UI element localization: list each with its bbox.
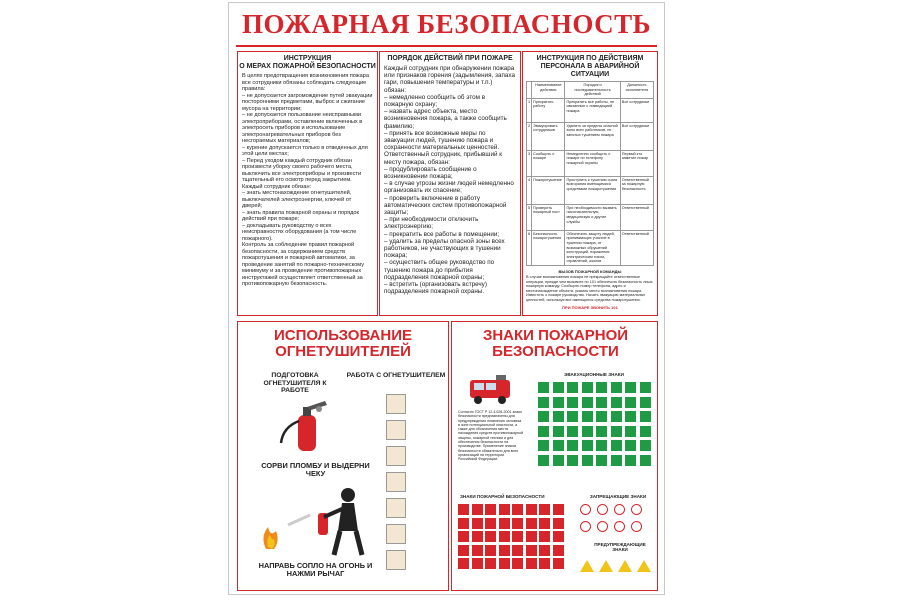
extinguisher-icon	[273, 397, 343, 457]
table-row	[527, 230, 654, 265]
step-pull-pin-label: СОРВИ ПЛОМБУ И ВЫДЕРНИ ЧЕКУ	[261, 461, 370, 478]
fire-equipment-sign-icon	[539, 545, 550, 556]
table-row	[527, 176, 654, 204]
step-tile-icon	[386, 420, 406, 440]
step-prepare-label: ПОДГОТОВКА ОГНЕТУШИТЕЛЯ К РАБОТЕ	[263, 372, 327, 394]
fire-actions-text: Каждый сотрудник при обнаружении пожара или признаков горения (задымления, запаха гари, повышения температуры и т.п.) обязан: – немедленно сообщить об этом в пожарную охрану; – назвать адрес объекта, место возникновения пожара, а также сообщить фамилию; – принять все возможные меры по эвакуации людей, тушению пожара и сохранности материальных ценностей. Ответственный сотрудник, прибывший к месту пожара, обязан: – продублировать сообщение о возникновении пожара; – в случае угрозы жизни людей немедленно организовать их спасение; – проверить включение в работу автоматических систем противопожарной защиты; – при необходимости отключить электроэнергию; – прекратить все работы в помещении; – удалить за пределы опасной зоны всех работников, не участвующих в тушении пожара; – осуществить общее руководство по тушению пожара до прибытия подразделения пожарной охраны; – встретить (организовать встречу) подразделения пожарной охраны.	[384, 65, 515, 296]
evacuation-sign-icon	[582, 397, 593, 408]
fire-equipment-sign-icon	[458, 558, 469, 569]
fire-measures-heading: ИНСТРУКЦИЯ О МЕРАХ ПОЖАРНОЙ БЕЗОПАСНОСТИ	[239, 55, 376, 70]
extinguisher-heading: ИСПОЛЬЗОВАНИЕ ОГНЕТУШИТЕЛЕЙ	[273, 327, 413, 360]
evacuation-sign-icon	[640, 397, 651, 408]
table-cell: Сообщить о пожаре	[532, 150, 565, 176]
fire-equipment-sign-icon	[512, 518, 523, 529]
fire-equipment-sign-icon	[485, 531, 496, 542]
evacuation-sign-icon	[553, 440, 564, 451]
evacuation-sign-icon	[596, 397, 607, 408]
table-cell: Все сотрудники	[620, 98, 653, 122]
prohibition-signs-label: ЗАПРЕЩАЮЩИЕ ЗНАКИ	[589, 494, 647, 499]
table-row	[527, 150, 654, 176]
fire-equipment-sign-icon	[499, 531, 510, 542]
evacuation-sign-icon	[538, 411, 549, 422]
evacuation-sign-icon	[596, 440, 607, 451]
evacuation-sign-icon	[625, 382, 636, 393]
fire-equipment-sign-icon	[526, 558, 537, 569]
warning-signs-label: ПРЕДУПРЕЖДАЮЩИЕ ЗНАКИ	[594, 542, 646, 552]
fire-equipment-sign-icon	[499, 518, 510, 529]
title-underline	[236, 45, 657, 47]
step-tile-icon	[386, 472, 406, 492]
evacuation-sign-icon	[567, 426, 578, 437]
table-row	[527, 122, 654, 150]
evacuation-sign-icon	[640, 455, 651, 466]
poster-title: ПОЖАРНАЯ БЕЗОПАСНОСТЬ	[241, 9, 652, 39]
prohibition-sign-icon	[580, 504, 591, 515]
fire-equipment-sign-icon	[472, 558, 483, 569]
fire-equipment-sign-icon	[472, 518, 483, 529]
evacuation-sign-icon	[611, 455, 622, 466]
warning-signs-grid	[580, 560, 656, 584]
prohibition-signs-grid	[580, 504, 656, 540]
fire-brigade-heading: ВЫЗОВ ПОЖАРНОЙ КОМАНДЫ	[558, 268, 622, 274]
warning-sign-icon	[580, 560, 594, 572]
evacuation-sign-icon	[567, 440, 578, 451]
table-cell: Пожаротушение	[532, 176, 565, 204]
prohibition-sign-icon	[580, 521, 591, 532]
evacuation-sign-icon	[611, 440, 622, 451]
step-tile-icon	[386, 524, 406, 544]
evacuation-sign-icon	[567, 397, 578, 408]
table-header-cell: Наименование действия	[532, 82, 565, 99]
prohibition-sign-icon	[597, 504, 608, 515]
table-cell: Прекратить все работы, не связанные с ликвидацией пожара	[565, 98, 620, 122]
extinguisher-panel	[237, 321, 449, 591]
signs-heading: ЗНАКИ ПОЖАРНОЙ БЕЗОПАСНОСТИ	[482, 327, 629, 360]
evacuation-sign-icon	[538, 440, 549, 451]
fire-equipment-sign-icon	[539, 558, 550, 569]
fire-brigade-text: В случае возникновения пожара не прекращайте ответственные операции, прежде чем вызовите по 101 обеспечить безопасность лишь пожарную команду. Сообщить номер телефона, адрес и местонахождение объекта, указать место возникновения пожара. Известить о пожаре руководство. Начать эвакуацию материальных ценностей, используя все имеющиеся средства пожаротушения.	[526, 274, 653, 302]
fire-equipment-sign-icon	[499, 545, 510, 556]
step-aim-label: НАПРАВЬ СОПЛО НА ОГОНЬ И НАЖМИ РЫЧАГ	[258, 561, 373, 578]
emergency-number: ПРИ ПОЖАРЕ ЗВОНИТЬ 101	[562, 304, 618, 310]
fire-equipment-sign-icon	[472, 545, 483, 556]
evacuation-sign-icon	[611, 411, 622, 422]
table-row	[527, 204, 654, 230]
fire-measures-text: В целях предотвращения возникновения пожара все сотрудники обязаны соблюдать следующие правила: – не допускается загромождение путей эвакуации посторонними предметами, выброс и сжигание мусора на территории; – не допускается пользование неисправными электроприборами, оставление включенных в электросеть приборов и использование электронагревательных приборов без несгораемых материалов; – курение допускается только в отведенных для этой цели местах; – Перед уходом каждый сотрудник обязан произвести уборку своего рабочего места, выключить все электроприборы и произвести тщательный его осмотр перед закрытием. Каждый сотрудник обязан: – знать местонахождение огнетушителей, выключателей электроэнергии, ключей от дверей; – знать правила пожарной охраны и порядок действий при пожаре; – докладывать руководству о всех неисправностях оборудования (а том числе пожарного). Контроль за соблюдение правил пожарной безопасности, за содержанием средств пожаротушения и пожарной автоматики, за проведение занятий по пожарно-техническому минимуму и за проведение противопожарных инструктажей осуществляет ответственный за противопожарную безопасность.	[242, 73, 373, 287]
evacuation-sign-icon	[611, 382, 622, 393]
evacuation-sign-icon	[553, 426, 564, 437]
evacuation-signs-grid	[538, 382, 653, 482]
fire-equipment-sign-icon	[499, 504, 510, 515]
fire-equipment-sign-icon	[526, 545, 537, 556]
fire-equipment-sign-icon	[512, 545, 523, 556]
evacuation-sign-icon	[553, 397, 564, 408]
warning-sign-icon	[599, 560, 613, 572]
fire-equipment-sign-icon	[539, 518, 550, 529]
evacuation-sign-icon	[538, 426, 549, 437]
fire-equipment-sign-icon	[472, 531, 483, 542]
fire-equipment-sign-icon	[526, 504, 537, 515]
evacuation-sign-icon	[553, 455, 564, 466]
signs-description: Согласно ГОСТ Р 12.4.026-2001 знаки безопасности предназначены для предупреждения появления человека в зоне потенциальной опасности, а также для обозначения места нахождения средств противопожарной защиты, пожарной техники и для обеспечения безопасности на производстве. Применение знаков безопасности обязательно для всех организаций на территории Российской Федерации.	[458, 410, 523, 462]
fire-equipment-sign-icon	[512, 531, 523, 542]
fire-equipment-sign-icon	[458, 545, 469, 556]
emergency-table	[526, 81, 654, 266]
fire-signs-grid	[458, 504, 568, 579]
fire-equipment-sign-icon	[472, 504, 483, 515]
emergency-instruction-panel	[522, 51, 658, 316]
prohibition-sign-icon	[597, 521, 608, 532]
fire-measures-panel	[237, 51, 378, 316]
fire-equipment-sign-icon	[458, 518, 469, 529]
prohibition-sign-icon	[631, 521, 642, 532]
table-cell: Ответственный	[620, 230, 653, 265]
fire-equipment-sign-icon	[485, 504, 496, 515]
table-cell: Приступить к тушению очага возгорания имеющимися средствами пожаротушения	[565, 176, 620, 204]
table-cell: 6	[527, 230, 532, 265]
fire-equipment-sign-icon	[553, 558, 564, 569]
evacuation-sign-icon	[640, 426, 651, 437]
step-tile-icon	[386, 550, 406, 570]
table-cell: Проверить пожарный пост	[532, 204, 565, 230]
fire-equipment-sign-icon	[485, 558, 496, 569]
safety-signs-panel	[451, 321, 658, 591]
fire-equipment-sign-icon	[499, 558, 510, 569]
person-extinguishing-icon	[258, 487, 378, 557]
table-cell: Удалить за пределы опасной зоны всех работников, не занятых тушением пожара	[565, 122, 620, 150]
evacuation-sign-icon	[625, 426, 636, 437]
fire-equipment-sign-icon	[512, 504, 523, 515]
table-header-cell: Порядок и последовательность действий	[565, 82, 620, 99]
fire-actions-panel	[379, 51, 521, 316]
fire-truck-icon	[466, 372, 516, 406]
fire-equipment-sign-icon	[553, 504, 564, 515]
evacuation-sign-icon	[596, 426, 607, 437]
table-row	[527, 98, 654, 122]
fire-signs-label: ЗНАКИ ПОЖАРНОЙ БЕЗОПАСНОСТИ	[460, 494, 545, 499]
evacuation-sign-icon	[596, 411, 607, 422]
table-header-cell: Должность исполнителя	[620, 82, 653, 99]
evacuation-sign-icon	[567, 411, 578, 422]
step-work-label: РАБОТА С ОГНЕТУШИТЕЛЕМ	[346, 372, 446, 379]
evacuation-sign-icon	[640, 411, 651, 422]
fire-equipment-sign-icon	[526, 531, 537, 542]
emergency-heading: ИНСТРУКЦИЯ ПО ДЕЙСТВИЯМ ПЕРСОНАЛА В АВАРИЙНОЙ СИТУАЦИИ	[536, 55, 644, 78]
evacuation-sign-icon	[596, 455, 607, 466]
table-cell: Эвакуировать сотрудников	[532, 122, 565, 150]
evacuation-sign-icon	[582, 440, 593, 451]
evacuation-sign-icon	[640, 382, 651, 393]
evacuation-sign-icon	[582, 411, 593, 422]
fire-actions-heading: ПОРЯДОК ДЕЙСТВИЙ ПРИ ПОЖАРЕ	[387, 55, 513, 62]
table-cell: Все сотрудники	[620, 122, 653, 150]
table-cell: Ответственный за пожарную безопасность	[620, 176, 653, 204]
table-cell: Первый кто заметил пожар	[620, 150, 653, 176]
table-cell: 2	[527, 122, 532, 150]
evacuation-sign-icon	[582, 455, 593, 466]
table-cell: 5	[527, 204, 532, 230]
fire-equipment-sign-icon	[485, 545, 496, 556]
evacuation-sign-icon	[611, 397, 622, 408]
fire-equipment-sign-icon	[539, 531, 550, 542]
fire-equipment-sign-icon	[458, 531, 469, 542]
evacuation-sign-icon	[553, 411, 564, 422]
step-tile-icon	[386, 394, 406, 414]
evacuation-sign-icon	[582, 382, 593, 393]
table-cell: Обеспечить защиту людей, принимающих участие в тушении пожара, от возможных обрушений конструкций, поражения электрическим током, отравлений, ожогов	[565, 230, 620, 265]
table-cell: Безопасность пожаротушения	[532, 230, 565, 265]
evacuation-sign-icon	[538, 397, 549, 408]
evacuation-sign-icon	[567, 382, 578, 393]
table-cell: Немедленно сообщить о пожаре по телефону пожарной охраны	[565, 150, 620, 176]
table-header-row	[527, 82, 654, 99]
evacuation-sign-icon	[553, 382, 564, 393]
evacuation-sign-icon	[567, 455, 578, 466]
evacuation-sign-icon	[538, 455, 549, 466]
fire-equipment-sign-icon	[458, 504, 469, 515]
fire-safety-poster	[228, 2, 665, 595]
prohibition-sign-icon	[614, 521, 625, 532]
prohibition-sign-icon	[631, 504, 642, 515]
table-cell: При необходимости вызвать газоспасательную, медицинскую и другие службы	[565, 204, 620, 230]
evacuation-sign-icon	[611, 426, 622, 437]
fire-equipment-sign-icon	[512, 558, 523, 569]
table-cell: Прекратить работу	[532, 98, 565, 122]
table-cell: 1	[527, 98, 532, 122]
fire-equipment-sign-icon	[553, 518, 564, 529]
warning-sign-icon	[618, 560, 632, 572]
evacuation-sign-icon	[538, 382, 549, 393]
evacuation-sign-icon	[625, 411, 636, 422]
step-tile-icon	[386, 446, 406, 466]
evacuation-sign-icon	[625, 397, 636, 408]
warning-sign-icon	[637, 560, 651, 572]
fire-equipment-sign-icon	[485, 518, 496, 529]
fire-equipment-sign-icon	[539, 504, 550, 515]
step-tile-icon	[386, 498, 406, 518]
table-cell: 4	[527, 176, 532, 204]
evacuation-signs-label: ЭВАКУАЦИОННЫЕ ЗНАКИ	[564, 372, 624, 377]
evacuation-sign-icon	[596, 382, 607, 393]
evacuation-sign-icon	[625, 455, 636, 466]
fire-equipment-sign-icon	[553, 531, 564, 542]
fire-equipment-sign-icon	[526, 518, 537, 529]
evacuation-sign-icon	[640, 440, 651, 451]
fire-equipment-sign-icon	[553, 545, 564, 556]
prohibition-sign-icon	[614, 504, 625, 515]
table-cell: 3	[527, 150, 532, 176]
evacuation-sign-icon	[582, 426, 593, 437]
evacuation-sign-icon	[625, 440, 636, 451]
table-cell: Ответственный	[620, 204, 653, 230]
